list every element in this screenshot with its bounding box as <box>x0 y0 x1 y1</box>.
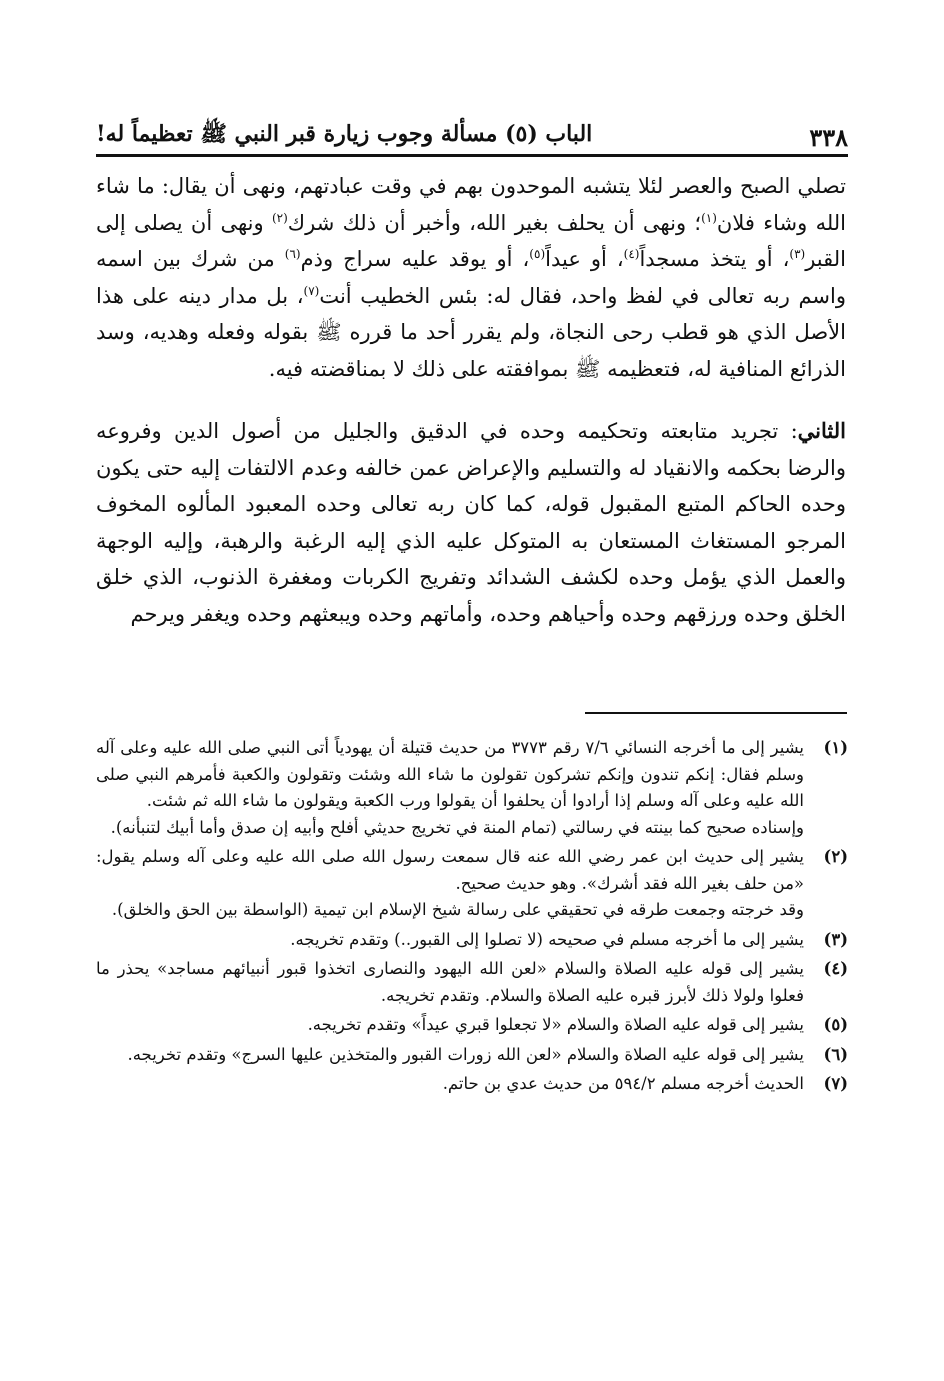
running-title: الباب (٥) مسألة وجوب زيارة قبر النبي ﷺ تعظيماً له! <box>96 121 593 147</box>
footnote-text-2: وقد خرجته وجمعت طرقه في تحقيقي على رسالة شيخ الإسلام ابن تيمية (الواسطة بين الحق والخلق). <box>111 900 804 919</box>
footnote-number: (٤) <box>823 959 848 978</box>
footnote-text: الحديث أخرجه مسلم ٥٩٤/٢ من حديث عدي بن حاتم. <box>442 1074 804 1093</box>
footnote-7 <box>96 1071 848 1098</box>
para1-text-h: ، بل مدار دينه على هذا الأصل الذي هو قطب رحى النجاة، ولم يقرر أحد ما قرره ﷺ بقوله وفعله وهديه، وسد الذرائع المنافية له، فتعظيمه ﷺ بموافقته على ذلك لا بمناقضته فيه. <box>96 283 846 381</box>
page-number: ٣٣٨ <box>809 123 848 152</box>
para1-text-e: ، أو عيداً <box>545 247 624 271</box>
footnote-4 <box>96 956 848 1009</box>
para1-text-f: ، أو يوقد عليه سراج وذم <box>300 247 530 271</box>
footnote-text: يشير إلى قوله عليه الصلاة والسلام «لعن الله زورات القبور والمتخذين عليها السرج» وتقدم تخريجه. <box>127 1044 804 1064</box>
footnote-number: (٣) <box>823 929 848 949</box>
footnote-ref-2[interactable]: (٢) <box>271 210 288 225</box>
footnote-number: (١) <box>823 738 848 757</box>
footnote-text: يشير إلى ما أخرجه مسلم في صحيحه (لا تصلوا إلى القبور..) وتقدم تخريجه. <box>290 929 804 949</box>
footnote-number: (٦) <box>823 1044 848 1064</box>
footnote-text: يشير إلى ما أخرجه النسائي ٧/٦ رقم ٣٧٧٣ من حديث قتيلة أن يهودياً أتى النبي صلى الله عليه وعلى آله وسلم فقال: إنكم تندون وإنكم تشركون تقولون ما شاء الله وشئت وتقولون والكعبة فأمرهم النبي صلى الله عليه وعلى آله وسلم إذا أرادوا أن يحلفوا أن يقولوا ورب الكعبة ويقولون ما شاء الله ثم شئت. <box>96 738 805 810</box>
footnote-3 <box>96 927 848 954</box>
footnote-ref-6[interactable]: (٦) <box>284 247 301 261</box>
footnote-ref-1[interactable]: (١) <box>701 210 717 225</box>
footnote-number: (٢) <box>823 847 848 866</box>
footnote-separator <box>585 712 847 714</box>
para1-text-a: تصلي الصبح والعصر لئلا يتشبه الموحدون بهم في وقت عبادتهم، ونهى أن يقال: ما شاء الله وشاء فلان <box>96 174 847 235</box>
footnote-text: يشير إلى حديث ابن عمر رضي الله عنه قال سمعت رسول الله صلى الله عليه وعلى آله وسلم يقول: «من حلف بغير الله فقد أشرك». وهو حديث صحيح. <box>96 847 804 893</box>
footnote-text: يشير إلى قوله عليه الصلاة والسلام «لعن الله اليهود والنصارى اتخذوا قبور أنبيائهم مساجد» يحذر ما فعلوا ولولا ذلك لأبرز قبره عليه الصلاة والسلام. وتقدم تخريجه. <box>96 959 804 1005</box>
para1-text-g: من شرك بين اسمه واسم ربه تعالى في لفظ واحد، فقال له: بئس الخطيب أنت <box>96 247 846 308</box>
footnote-text: يشير إلى قوله عليه الصلاة والسلام «لا تجعلوا قبري عيداً» وتقدم تخريجه. <box>307 1015 804 1034</box>
footnote-ref-4[interactable]: (٤) <box>623 247 640 261</box>
footnote-ref-3[interactable]: (٣) <box>789 247 806 261</box>
footnote-5 <box>96 1012 848 1039</box>
footnote-ref-7[interactable]: (٧) <box>303 283 320 298</box>
footnote-number: (٥) <box>823 1015 848 1034</box>
para1-text-d: ، أو يتخذ مسجداً <box>639 247 790 271</box>
page-header <box>96 112 848 152</box>
header-rule <box>96 154 848 157</box>
para2-text: : تجريد متابعته وتحكيمه وحده في الدقيق والجليل من أصول الدين وفروعه والرضا بحكمه والانقياد له والتسليم والإعراض عمن خالفه وعدم الالتفات إليه حتى يكون وحده الحاكم المتبع المقبول قوله، كما كان ربه تعالى وحده المعبود المألوه المخوف المرجو المستغاث المستعان به المتوكل عليه الذي إليه الرغبة والرهبة، وإليه الوجهة والعمل الذي يؤمل وحده لكشف الشدائد وتفريج الكربات ومغفرة الذنوب، الذي خلق الخلق وحده ورزقهم وحده وأحياهم وحده، وأماتهم وحده ويبعثهم وحده ويغفر ويرحم <box>96 419 846 626</box>
footnote-ref-5[interactable]: (٥) <box>529 247 546 261</box>
footnote-1 <box>96 735 848 841</box>
para1-text-b: ؛ ونهى أن يحلف بغير الله، وأخبر أن ذلك شرك <box>287 210 702 235</box>
para2-lead: الثاني <box>797 418 846 443</box>
footnotes <box>96 735 848 1101</box>
paragraph-2 <box>96 413 846 632</box>
paragraph-1 <box>96 168 846 387</box>
footnote-number: (٧) <box>823 1074 848 1093</box>
footnote-6 <box>96 1042 848 1069</box>
para1-text-c: ونهى أن يصلى إلى القبر <box>96 210 846 271</box>
footnote-2 <box>96 844 848 924</box>
main-text <box>96 168 846 632</box>
footnote-text-2: وإسناده صحيح كما بينته في رسالتي (تمام المنة في تخريج حديثي أفلح وأبيه إن صدق وأما أبيك لتنبأنه). <box>110 817 804 837</box>
